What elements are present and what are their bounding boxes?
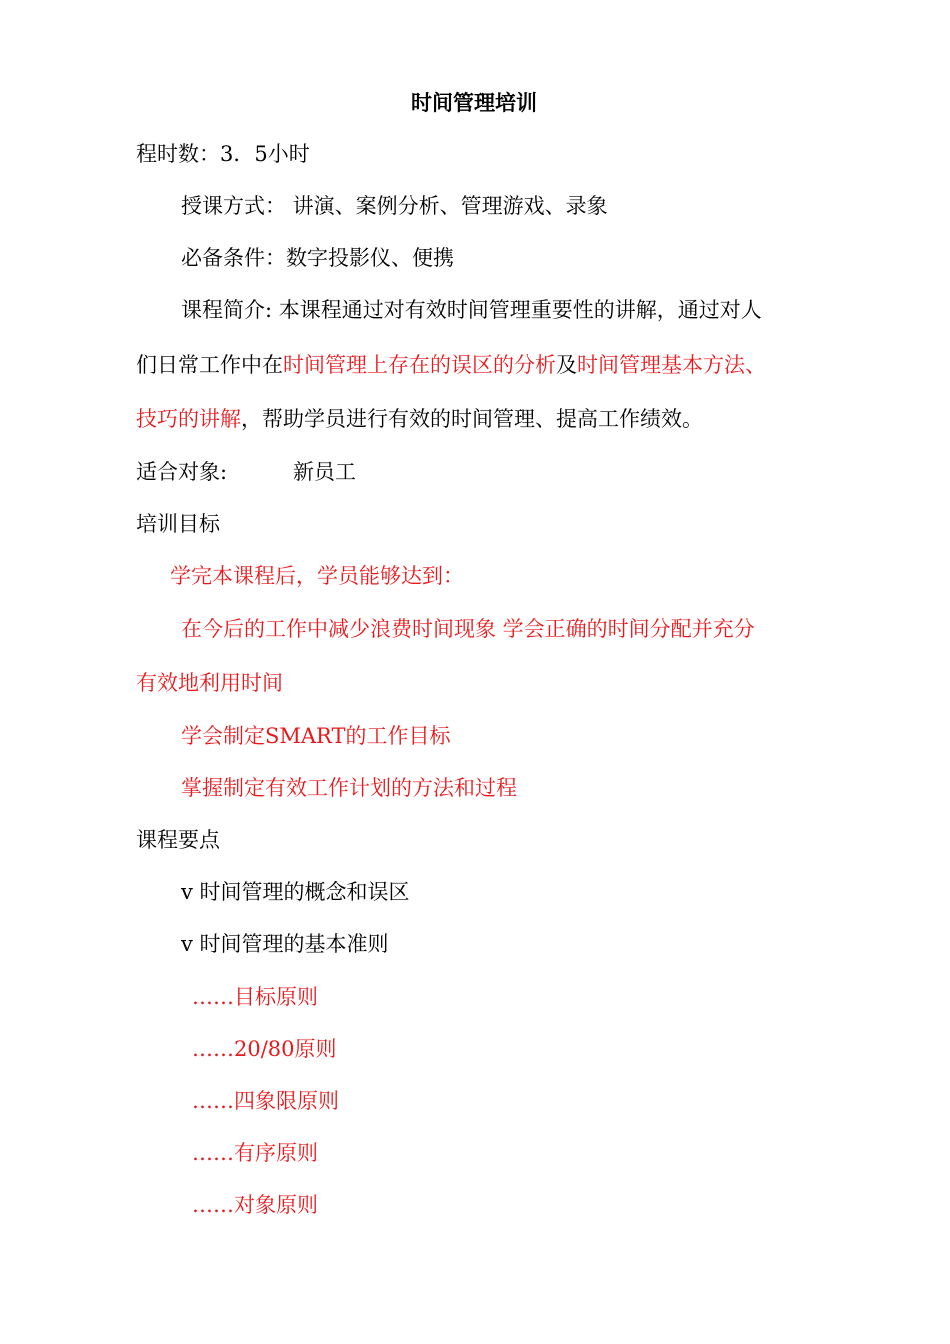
intro-highlight: 时间管理上存在的误区的分析	[283, 353, 556, 377]
key-points-heading: 课程要点	[136, 828, 220, 852]
key-point-item: v 时间管理的基本准则	[181, 932, 389, 956]
objectives-heading: 培训目标	[136, 512, 220, 536]
course-intro-line-3	[136, 404, 703, 434]
intro-highlight: 时间管理基本方法、	[577, 353, 766, 377]
objectives-lead: 学完本课程后，学员能够达到：	[170, 564, 464, 588]
course-intro-line-1: 课程简介: 本课程通过对有效时间管理重要性的讲解，通过对人	[181, 298, 762, 322]
principle-item: ……20/80原则	[192, 1037, 337, 1061]
objective-item-3: 掌握制定有效工作计划的方法和过程	[181, 776, 517, 800]
intro-text: 及	[556, 353, 577, 377]
objective-item-2: 学会制定SMART的工作目标	[181, 724, 451, 748]
course-hours: 程时数：3．5小时	[136, 142, 310, 166]
principle-item: ……四象限原则	[192, 1089, 339, 1113]
intro-text: ，帮助学员进行有效的时间管理、提高工作绩效。	[241, 407, 703, 431]
principle-item: ……目标原则	[192, 985, 318, 1009]
intro-text: 们日常工作中在	[136, 353, 283, 377]
key-point-item: v 时间管理的概念和误区	[181, 880, 410, 904]
principle-item: ……对象原则	[192, 1193, 318, 1217]
objective-item-1-line-2: 有效地利用时间	[136, 671, 283, 695]
document-title: 时间管理培训	[411, 91, 537, 115]
requirements: 必备条件：数字投影仪、便携	[181, 246, 454, 270]
intro-highlight: 技巧的讲解	[136, 407, 241, 431]
course-intro-line-2	[136, 350, 766, 380]
audience-label: 适合对象:	[136, 460, 228, 484]
principle-item: ……有序原则	[192, 1141, 318, 1165]
audience-value: 新员工	[293, 460, 356, 484]
teaching-method: 授课方式： 讲演、案例分析、管理游戏、录象	[181, 194, 608, 218]
objective-item-1-line-1: 在今后的工作中减少浪费时间现象 学会正确的时间分配并充分	[181, 617, 755, 641]
